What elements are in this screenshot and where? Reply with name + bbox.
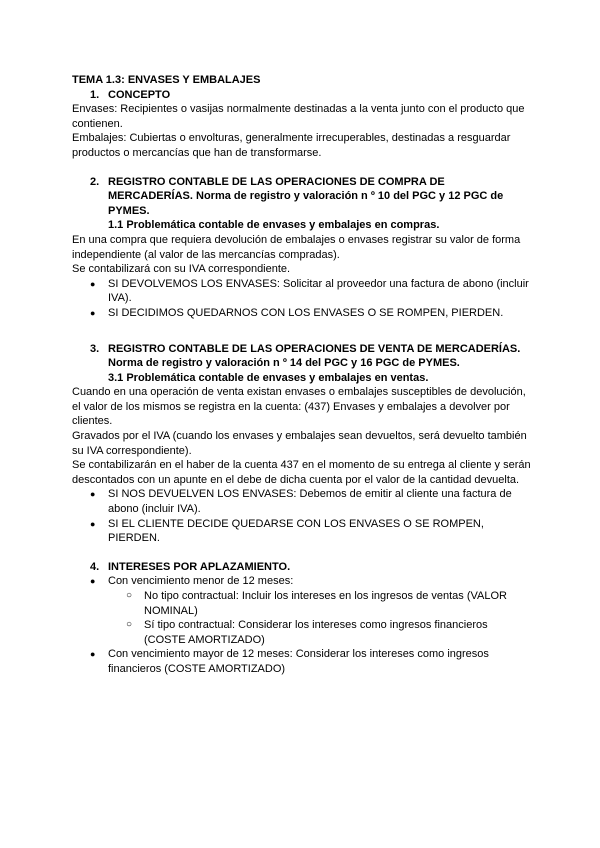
list-item: ● Con vencimiento mayor de 12 meses: Considerar los intereses como ingresos financieros (COSTE AMORTIZADO)	[72, 647, 532, 676]
section-3-number: 3.	[90, 342, 100, 355]
section-2-paragraph-1: En una compra que requiera devolución de embalajes o envases registrar su valor de forma independiente (al valor de las mercancías compradas).	[72, 233, 521, 261]
section-2-heading	[72, 175, 532, 219]
subsection-1-1-title: 1.1 Problemática contable de envases y embalajes en compras.	[108, 219, 440, 232]
section-3-title: REGISTRO CONTABLE DE LAS OPERACIONES DE VENTA DE MERCADERÍAS. Norma de registro y valoración n º 14 del PGC y 16 PGC de PYMES.	[108, 342, 521, 370]
section-3-paragraph-1: Cuando en una operación de venta existan envases o embalajes susceptibles de devolución, el valor de los mismos se registra en la cuenta: (437) Envases y embalajes a devolver por clientes.	[72, 386, 526, 428]
section-4-number: 4.	[90, 560, 100, 573]
section-4-heading	[72, 560, 532, 575]
document-body	[72, 73, 532, 677]
list-item: ● Con vencimiento menor de 12 meses:	[72, 574, 532, 589]
circle-bullet-icon: ○	[126, 590, 133, 601]
list-item: ● SI DECIDIMOS QUEDARNOS CON LOS ENVASES O SE ROMPEN, PIERDEN.	[72, 306, 532, 321]
section-4-bullet-list-2	[72, 647, 532, 676]
section-4-bullet-list	[72, 574, 532, 589]
section-2-bullet-list	[72, 277, 532, 321]
section-2-paragraph-2: Se contabilizará con su IVA correspondiente.	[72, 263, 291, 276]
section-3-heading	[72, 342, 532, 371]
section-4-sub-bullet-list	[72, 589, 532, 647]
list-item: ○ No tipo contractual: Incluir los intereses en los ingresos de ventas (VALOR NOMINAL)	[126, 590, 507, 617]
list-item: ● SI DEVOLVEMOS LOS ENVASES: Solicitar al proveedor una factura de abono (incluir IVA).	[72, 277, 532, 306]
document-title: TEMA 1.3: ENVASES Y EMBALAJES	[72, 74, 261, 86]
bullet-icon: ●	[90, 278, 96, 289]
section-3-paragraph-3: Se contabilizarán en el haber de la cuenta 437 en el momento de su entrega al cliente y serán descontados con un apunte en el debe de dicha cuenta por el valor de la cantidad devuelta.	[72, 459, 531, 486]
list-item: ○ Sí tipo contractual: Considerar los intereses como ingresos financieros (COSTE AMORTIZADO)	[126, 619, 488, 646]
list-item: ● SI NOS DEVUELVEN LOS ENVASES: Debemos de emitir al cliente una factura de abono (incluir IVA).	[72, 487, 532, 516]
bullet-icon: ●	[90, 649, 96, 660]
list-item: ● SI EL CLIENTE DECIDE QUEDARSE CON LOS ENVASES O SE ROMPEN, PIERDEN.	[72, 517, 532, 546]
section-1-number: 1.	[90, 88, 100, 101]
section-1-heading	[72, 88, 532, 103]
circle-bullet-icon: ○	[126, 619, 133, 631]
section-1-title: CONCEPTO	[108, 88, 171, 101]
bullet-icon: ●	[90, 518, 96, 529]
subsection-3-1-title: 3.1 Problemática contable de envases y embalajes en ventas.	[108, 371, 429, 384]
section-3-bullet-list	[72, 487, 532, 545]
bullet-icon: ●	[90, 307, 96, 318]
envases-definition: Envases: Recipientes o vasijas normalmente destinadas a la venta junto con el producto que contienen.	[72, 103, 525, 130]
embalajes-definition: Embalajes: Cubiertas o envolturas, generalmente irrecuperables, destinadas a resguardar productos o mercancías que han de transformarse.	[72, 132, 511, 159]
section-4-title: INTERESES POR APLAZAMIENTO.	[108, 560, 291, 573]
section-2-title: REGISTRO CONTABLE DE LAS OPERACIONES DE COMPRA DE MERCADERÍAS. Norma de registro y valoración n º 10 del PGC y 12 PGC de PYMES.	[108, 175, 504, 217]
bullet-icon: ●	[90, 489, 96, 500]
section-2-number: 2.	[90, 175, 100, 188]
bullet-icon: ●	[90, 576, 96, 587]
section-3-paragraph-2: Gravados por el IVA (cuando los envases y embalajes sean devueltos, será devuelto también su IVA correspondiente).	[72, 430, 527, 457]
